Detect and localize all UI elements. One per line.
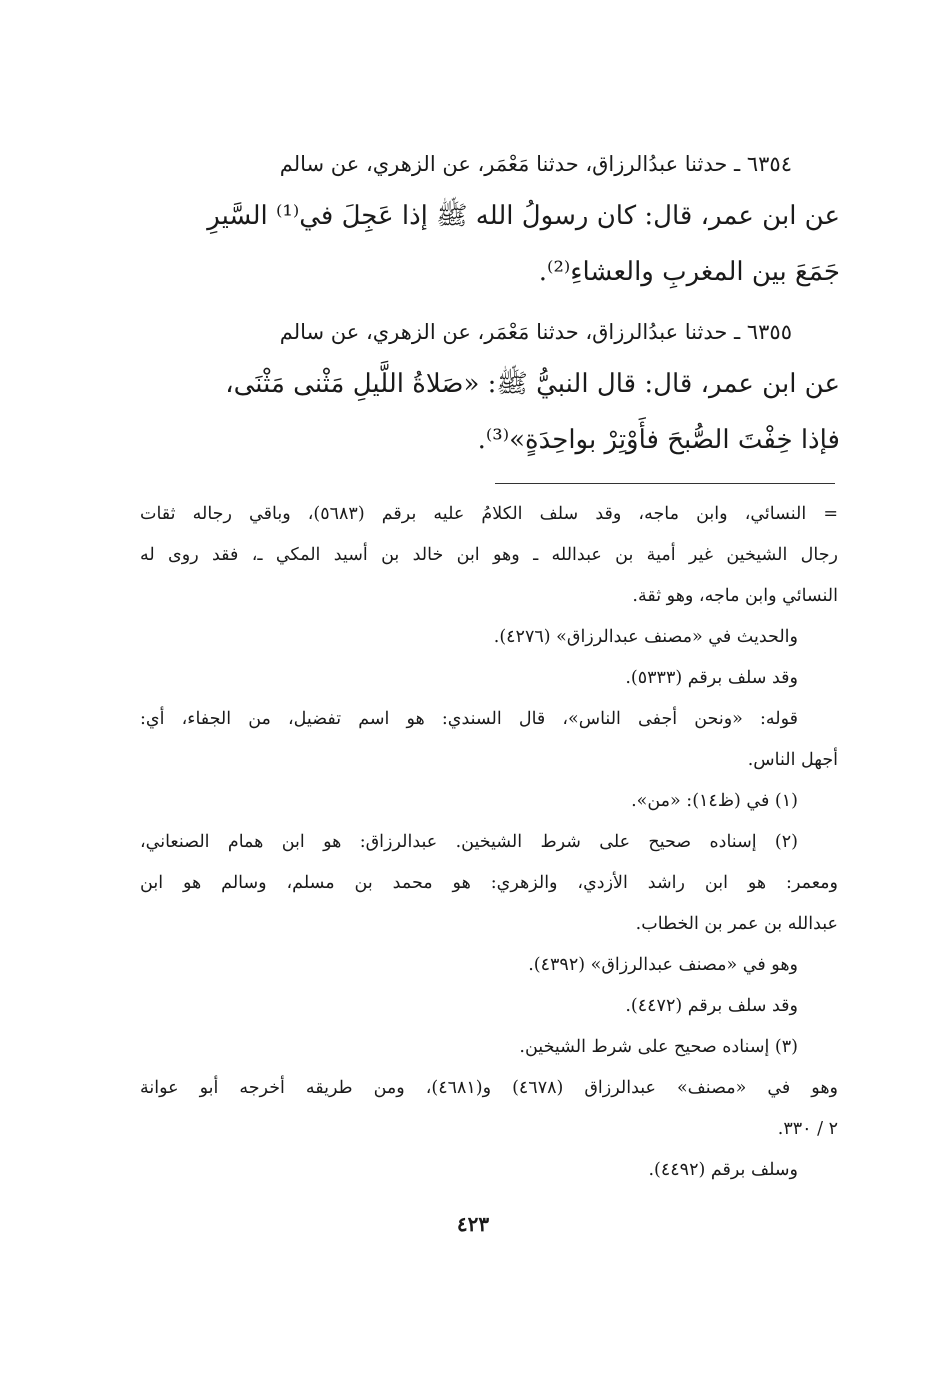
- footnote-1: (١) في (ظ١٤): «من».: [631, 791, 798, 811]
- page-number: ٤٢٣: [456, 1212, 490, 1236]
- footnotes-block: [140, 494, 838, 1191]
- hadith-6354-line-3: جَمَعَ بين المغربِ والعشاءِ⁽²⁾.: [538, 257, 840, 287]
- footnote-line: رجال الشيخين غير أمية بن عبدالله ـ وهو ابن خالد بن أسيد المكي ـ، فقد روى له: [140, 545, 838, 565]
- footnote-line: ومعمر: هو ابن راشد الأزدي، والزهري: هو محمد بن مسلم، وسالم هو ابن: [140, 873, 838, 893]
- footnote-line: وقد سلف برقم (٥٣٣٣).: [625, 668, 798, 688]
- footnote-line: وهو في «مصنف عبدالرزاق» (٤٣٩٢).: [528, 955, 798, 975]
- hadith-6354-line-1: ٦٣٥٤ ـ حدثنا عبدُالرزاق، حدثنا مَعْمَر، عن الزهري، عن سالم: [279, 152, 792, 176]
- hadith-6355-line-1: ٦٣٥٥ ـ حدثنا عبدُالرزاق، حدثنا مَعْمَر، عن الزهري، عن سالم: [279, 320, 792, 344]
- footnote-3: (٣) إسناده صحيح على شرط الشيخين.: [519, 1037, 798, 1057]
- footnote-line: قوله: «ونحن أجفى الناس»، قال السندي: هو اسم تفضيل، من الجفاء، أي:: [140, 709, 798, 729]
- footnote-line: وهو في «مصنف» عبدالرزاق (٤٦٧٨) و(٤٦٨١)، ومن طريقه أخرجه أبو عوانة: [140, 1078, 838, 1098]
- footnote-line: ٢ / ٣٣٠.: [777, 1119, 838, 1139]
- hadith-6354-line-2: عن ابن عمر، قال: كان رسولُ الله ﷺ إذا عَجِلَ في⁽¹⁾ السَّيرِ: [207, 201, 840, 231]
- hadith-6355-line-2: عن ابن عمر، قال: قال النبيُّ ﷺ: «صَلاةُ اللَّيلِ مَثْنى مَثْنَى،: [225, 369, 840, 399]
- footnote-line: = النسائي، وابن ماجه، وقد سلف الكلامُ عليه برقم (٥٦٨٣)، وباقي رجاله ثقات: [140, 504, 838, 524]
- hadith-6355-line-3: فإذا خِفْتَ الصُّبحَ فأَوْتِرْ بواحِدَةٍ»⁽³⁾.: [477, 425, 840, 455]
- footnote-2: (٢) إسناده صحيح على شرط الشيخين. عبدالرزاق: هو ابن همام الصنعاني،: [140, 832, 798, 852]
- footnote-line: وقد سلف برقم (٤٤٧٢).: [625, 996, 798, 1016]
- footnote-divider: [495, 483, 835, 484]
- hadith-gap: [140, 300, 840, 308]
- footnote-line: وسلف برقم (٤٤٩٢).: [648, 1160, 798, 1180]
- hadith-text-block: [140, 140, 840, 468]
- footnote-line: النسائي وابن ماجه، وهو ثقة.: [632, 586, 838, 606]
- footnote-line: والحديث في «مصنف عبدالرزاق» (٤٢٧٦).: [493, 627, 798, 647]
- footnote-line: عبدالله بن عمر بن الخطاب.: [635, 914, 838, 934]
- footnote-line: أجهل الناس.: [747, 750, 838, 770]
